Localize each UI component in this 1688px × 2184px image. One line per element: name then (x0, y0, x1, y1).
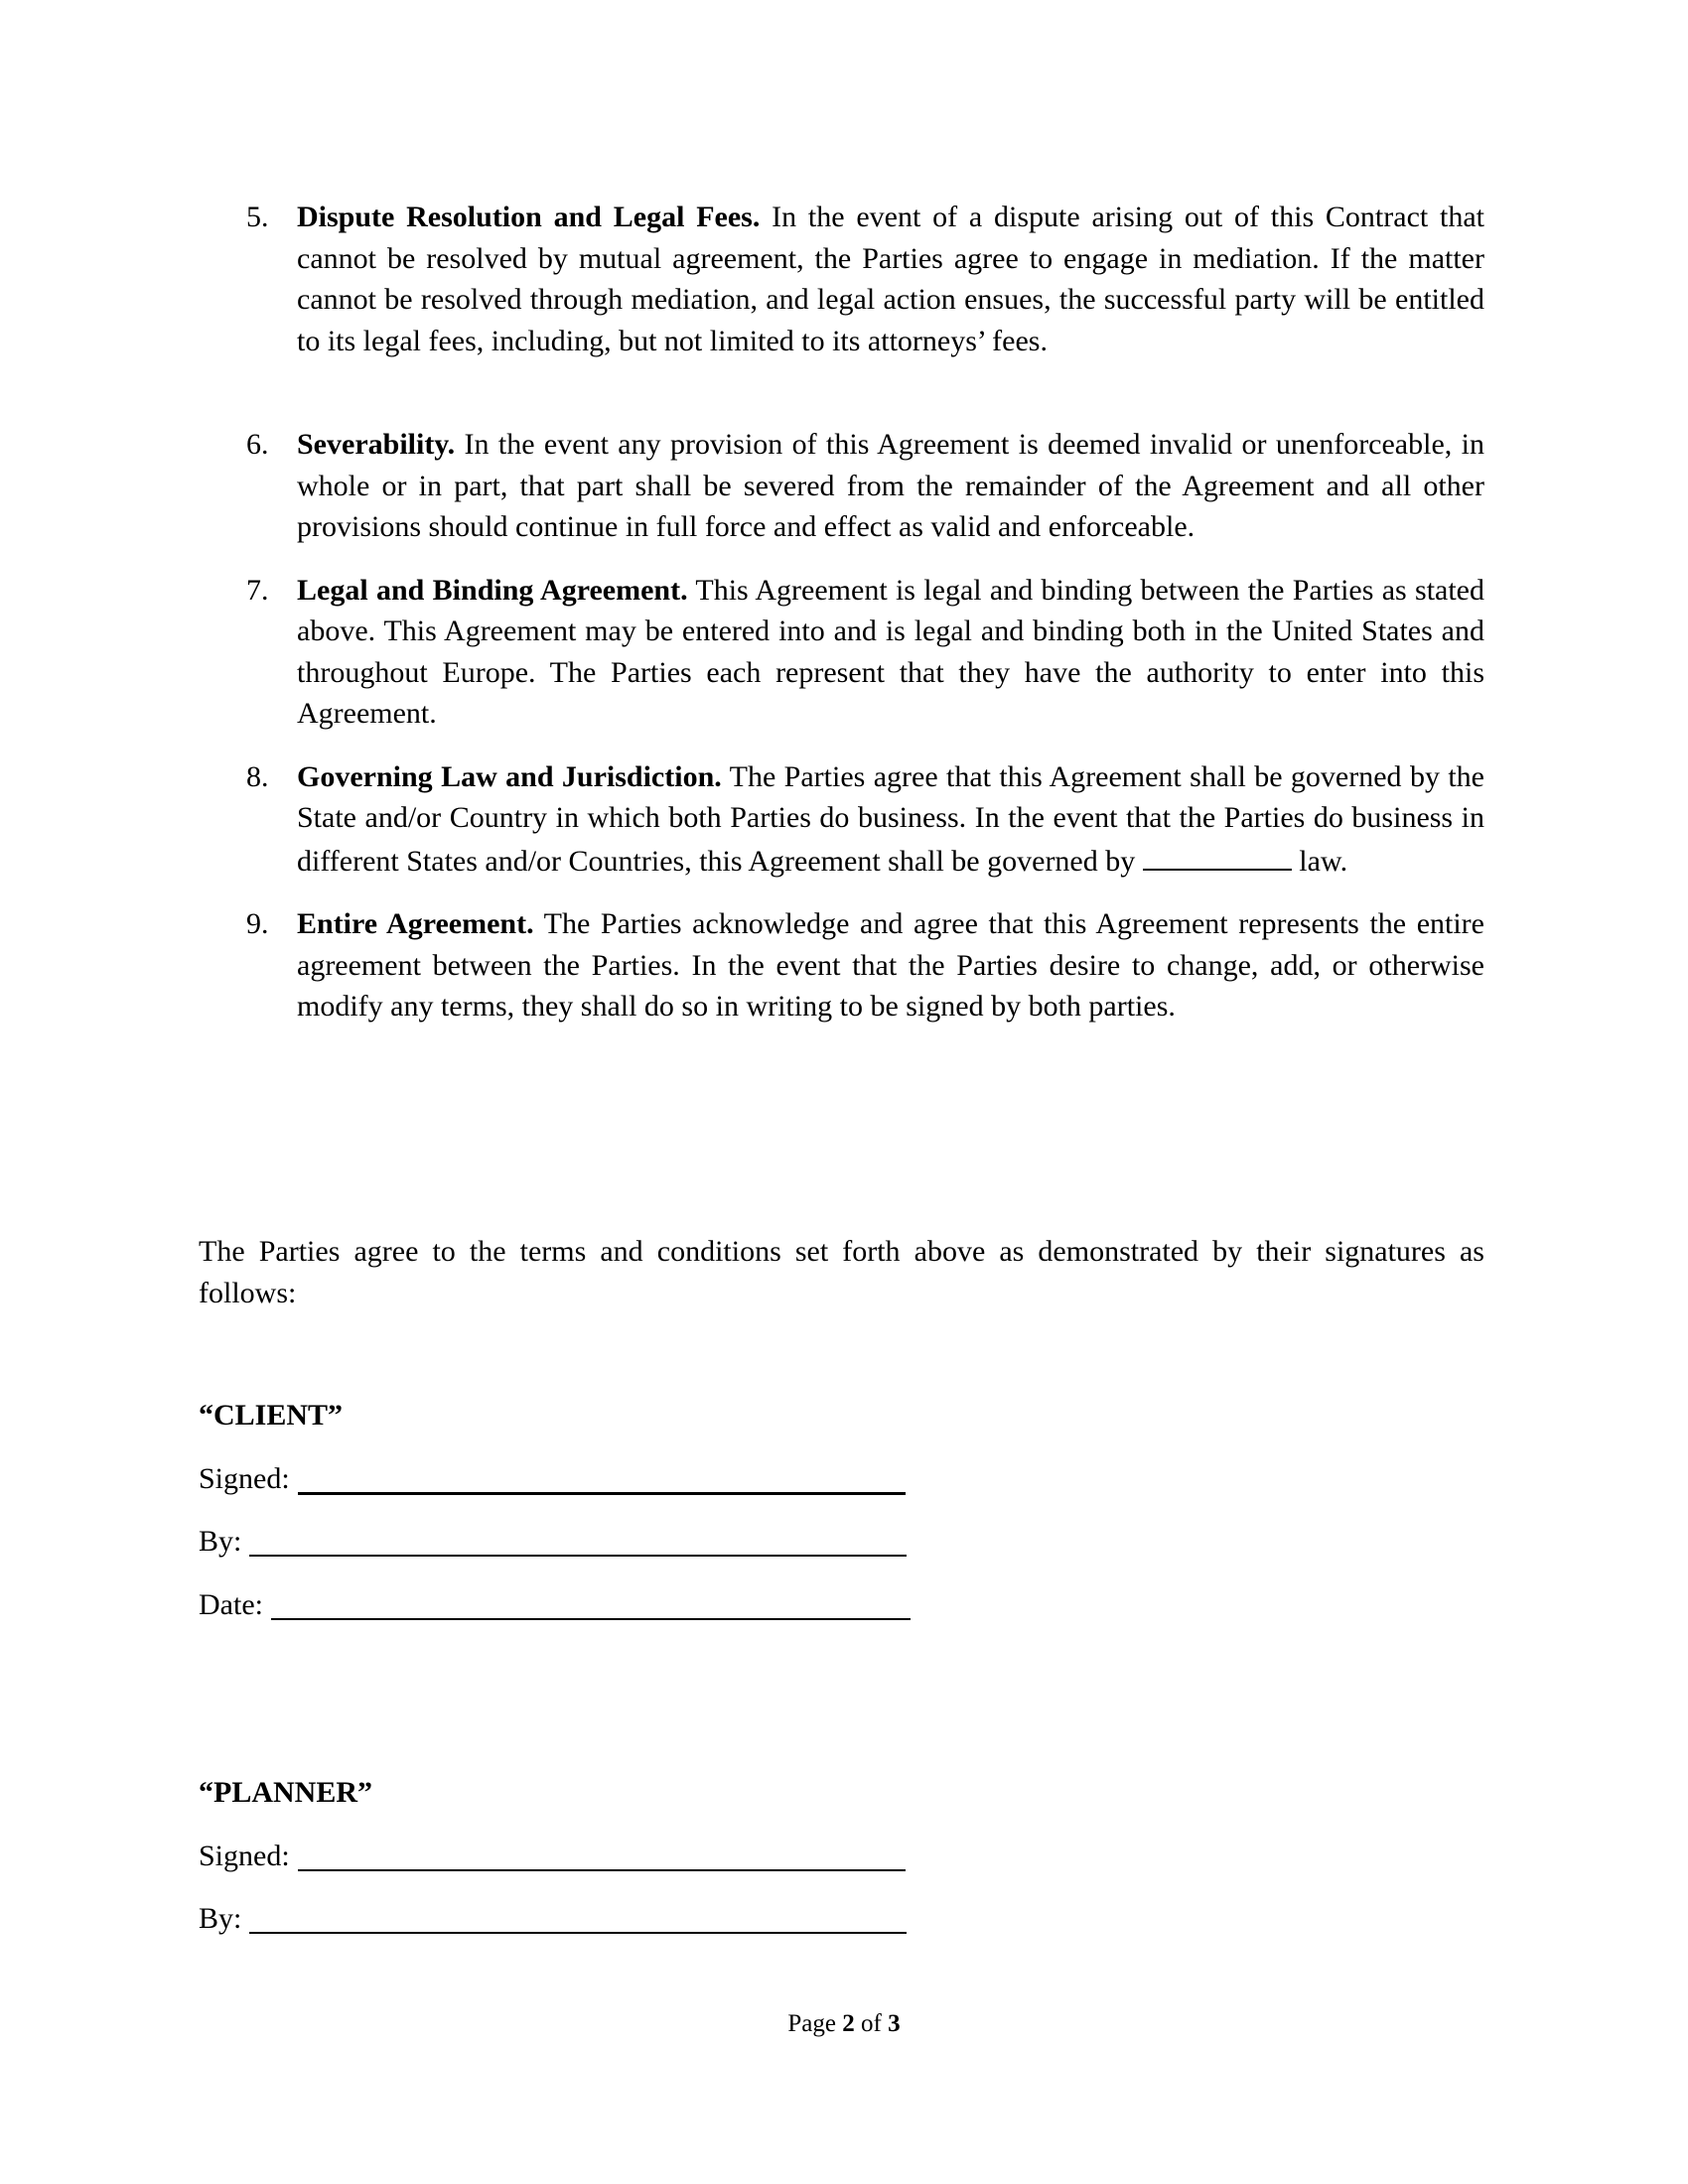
clause-item (199, 424, 1484, 548)
page-prefix: Page (787, 2010, 843, 2037)
clause-item (199, 570, 1484, 735)
by-label: By: (199, 1902, 242, 1935)
date-label: Date: (199, 1587, 263, 1621)
closing-statement: The Parties agree to the terms and conditions set forth above as demonstrated by their signatures as follows: (199, 1235, 1484, 1309)
clause-text: The Parties agree that this Agreement shall be governed by the State and/or Country in which both Parties do business. In the event that the Parties do business in different States and/or Countries, this Agreement shall be governed by (297, 759, 1484, 878)
signed-label: Signed: (199, 1839, 290, 1872)
governing-law-blank[interactable] (1143, 839, 1292, 871)
client-signed-line[interactable] (298, 1458, 906, 1495)
clause-item (199, 903, 1484, 1027)
planner-by-row (199, 1898, 1092, 1940)
clause-number: 5. (246, 201, 269, 233)
client-date-line[interactable] (271, 1584, 911, 1620)
by-label: By: (199, 1525, 242, 1558)
clause-number: 9. (246, 907, 269, 940)
client-heading: “CLIENT” (199, 1399, 344, 1432)
page-of: of (854, 2010, 889, 2037)
clause-heading: Legal and Binding Agreement. (297, 573, 688, 607)
clause-heading: Dispute Resolution and Legal Fees. (297, 201, 761, 233)
planner-by-line[interactable] (249, 1898, 907, 1934)
client-signature-block (199, 1395, 1092, 1625)
client-signed-row (199, 1458, 1092, 1500)
clause-text: In the event of a dispute arising out of this Contract that cannot be resolved by mutual agreement, the Parties agree to engage in mediation. If the matter cannot be resolved through mediation, and legal action ensues, the successful party will be entitled to its legal fees, including, but not limited to its attorneys’ fees. (297, 201, 1484, 357)
clause-number: 8. (246, 759, 269, 793)
clause-heading: Entire Agreement. (297, 907, 534, 940)
planner-signed-line[interactable] (298, 1836, 906, 1871)
clause-number: 6. (246, 428, 269, 461)
planner-signature-block (199, 1772, 1092, 1940)
page-footer (0, 2007, 1688, 2041)
planner-heading: “PLANNER” (199, 1776, 373, 1809)
client-by-line[interactable] (249, 1521, 907, 1557)
clause-heading: Governing Law and Jurisdiction. (297, 759, 722, 793)
clause-text-after-blank: law. (1291, 844, 1348, 878)
signed-label: Signed: (199, 1461, 290, 1495)
clause-text: This Agreement is legal and binding between the Parties as stated above. This Agreement may be entered into and is legal and binding both in the United States and throughout Europe. The Parties each represent that they have the authority to enter into this Agreement. (297, 573, 1484, 730)
planner-signed-row (199, 1836, 1092, 1877)
clause-text: In the event any provision of this Agreement is deemed invalid or unenforceable, in whole or in part, that part shall be severed from the remainder of the Agreement and all other provisions should continue in full force and effect as valid and enforceable. (297, 428, 1484, 543)
page-current: 2 (842, 2010, 855, 2037)
clause-item (199, 197, 1484, 361)
clause-item (199, 756, 1484, 883)
clause-number: 7. (246, 573, 269, 607)
clause-text: The Parties acknowledge and agree that this Agreement represents the entire agreement between the Parties. In the event that the Parties desire to change, add, or otherwise modify any terms, they shall do so in writing to be signed by both parties. (297, 907, 1484, 1023)
clause-list (199, 197, 1484, 1027)
client-date-row (199, 1584, 1092, 1626)
page-total: 3 (888, 2010, 901, 2037)
client-by-row (199, 1521, 1092, 1563)
clause-heading: Severability. (297, 428, 456, 461)
